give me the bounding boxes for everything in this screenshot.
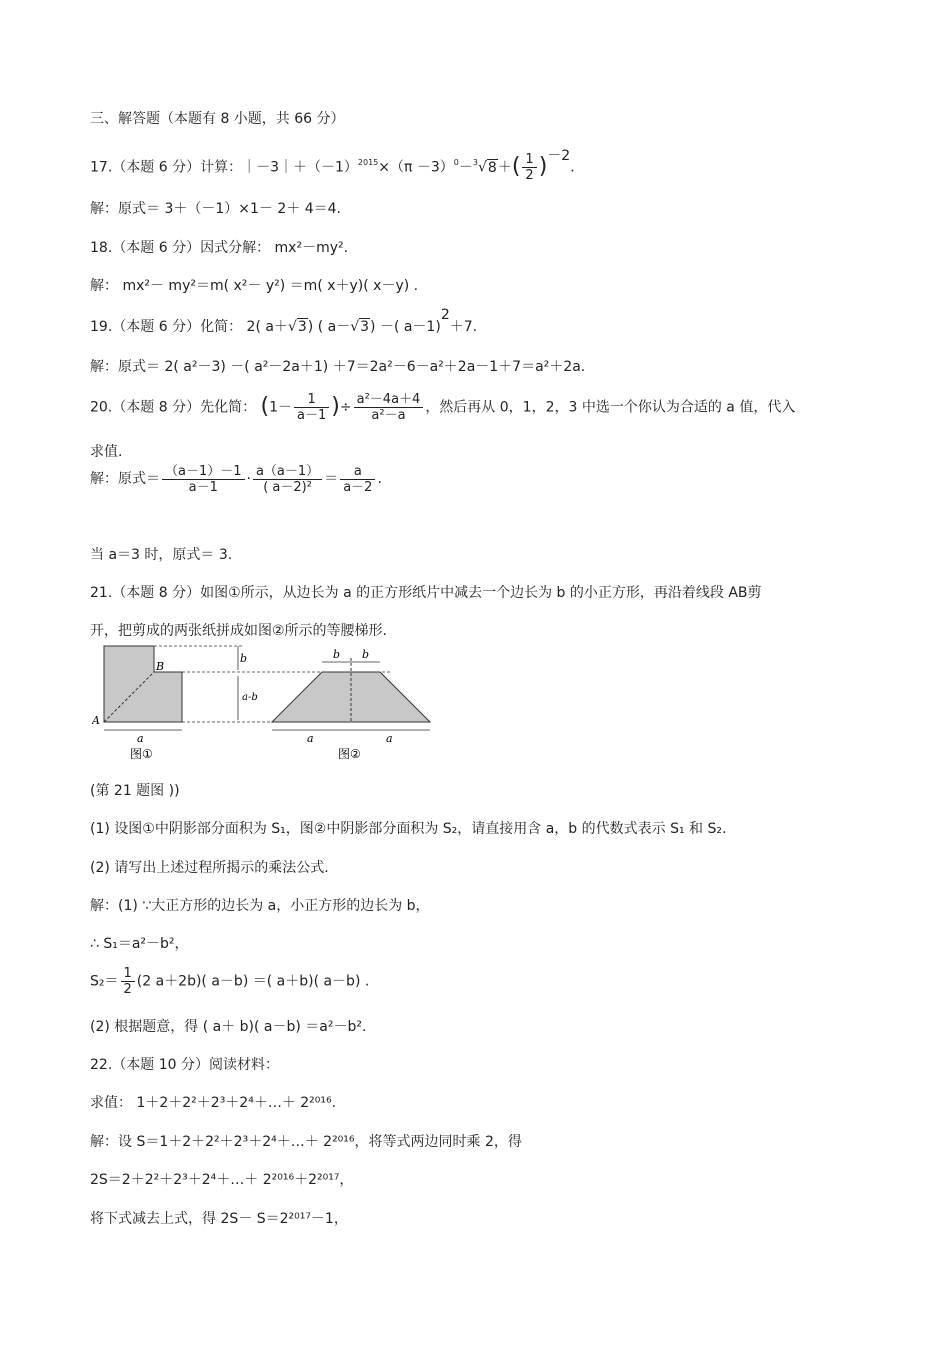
q22-line4: 将下式减去上式，得 2S－ S＝2²⁰¹⁷－1， (90, 1211, 348, 1227)
q19-sqrt-b: 3 (360, 319, 370, 335)
q19-solution: 解：原式＝ 2( a²－3) －( a²－2a＋1) ＋7＝2a²－6－a²＋2a－1＋7＝a²＋2a. (90, 359, 586, 375)
q22-line1: 求值： 1＋2＋2²＋2³＋2⁴＋…＋ 2²⁰¹⁶. (90, 1095, 337, 1111)
q20-one: 1－ (269, 399, 293, 416)
period: . (377, 471, 382, 487)
q17-cuberoot-value: 8 (487, 159, 497, 176)
q20-line2: 求值. (90, 444, 123, 460)
q19-expr-d: ＋7. (449, 319, 478, 335)
q20-sol-fraction-2: $\frac{a(a-1)}{\text{( a－2)²}}$ (253, 464, 322, 495)
fig1-label-a: a (137, 732, 144, 745)
q20-sol-prefix: 解：原式＝ (90, 471, 160, 487)
q22-line2: 解：设 S＝1＋2＋2²＋2³＋2⁴＋…＋ 2²⁰¹⁶，将等式两边同时乘 2，得 (90, 1134, 522, 1150)
fig2-label-a-right: a (386, 732, 393, 745)
q19-expr-b: ) ( a－ (307, 319, 351, 335)
q17-problem (90, 147, 585, 183)
fig2-label-b-left: b (333, 648, 341, 661)
q22-prefix: 22.（本题 10 分）阅读材料： (90, 1057, 279, 1073)
dot-sign: · (246, 471, 251, 487)
q17-cuberoot-index: 3 (472, 157, 478, 167)
radical-sign: √ (287, 319, 297, 335)
left-paren: ( (260, 393, 270, 419)
fig2-label-b-right: b (362, 648, 370, 661)
q17-fraction: $\frac{1}{2}$ (522, 152, 536, 183)
fig2-caption: 图② (338, 747, 361, 761)
q18-problem (90, 239, 348, 257)
q21-figure-caption: (第 21 题图 )) (90, 783, 180, 799)
q19-exp-2: 2 (440, 307, 450, 323)
q20-fraction-1: $\frac{1}{a-1}$ (294, 392, 329, 423)
q21-line2: 开，把剪成的两张纸拼成如图②所示的等腰梯形. (90, 623, 387, 639)
q17-exp-neg2: －2 (547, 147, 571, 164)
q18-prefix: 18.（本题 6 分）因式分解： (90, 240, 275, 256)
right-paren: ) (331, 393, 340, 419)
q19-problem (90, 307, 478, 336)
fig2-label-a-left: a (307, 732, 314, 745)
q20-problem (90, 392, 795, 423)
fig1-label-B: B (156, 660, 165, 673)
q21-solution-2: ∴ S₁＝a²－b²， (90, 936, 189, 952)
fig1-label-A: A (92, 714, 100, 727)
q19-expr-c: ) －( a－1) (370, 319, 441, 335)
q21-sol3-prefix: S₂＝ (90, 973, 119, 990)
q20-suffix: ，然后再从 0，1，2，3 中选一个你认为合适的 a 值，代入 (425, 399, 796, 416)
q21-figure (92, 642, 442, 767)
q17-end: ． (570, 159, 585, 176)
q18-expr: mx²－my². (274, 240, 349, 256)
q20-sol-fraction-1: $\frac{(a-1)-1}{a-1}$ (162, 464, 245, 495)
q20-solution (90, 464, 382, 495)
q17-expr-d: ＋ (497, 159, 512, 176)
equals-sign: ＝ (324, 471, 339, 487)
left-paren: ( (511, 153, 521, 179)
q21-sol3-fraction: $\frac{1}{2}$ (121, 966, 135, 997)
q19-sqrt-a: 3 (297, 319, 307, 335)
q17-prefix: 17.（本题 6 分）计算： (90, 159, 243, 176)
q20-sol-fraction-3: $\frac{a}{a-2}$ (340, 464, 375, 495)
q19-prefix: 19.（本题 6 分）化简： (90, 319, 247, 335)
divide-sign: ÷ (339, 399, 352, 416)
q22-line3: 2S＝2＋2²＋2³＋2⁴＋…＋ 2²⁰¹⁶＋2²⁰¹⁷， (90, 1172, 354, 1188)
fig1-label-amb: a-b (242, 692, 258, 703)
q21-part2: (2) 请写出上述过程所揭示的乘法公式. (90, 860, 329, 876)
q17-exp-2015: 2015 (357, 157, 379, 167)
radical-sign: √ (477, 159, 487, 176)
q19-expr-a: 2( a＋ (246, 319, 288, 335)
q17-solution: 解：原式＝ 3＋（－1）×1－ 2＋ 4＝4. (90, 201, 341, 217)
q17-expr-c: － (458, 159, 473, 176)
section-header: 三、解答题（本题有 8 小题，共 66 分） (90, 111, 345, 127)
q20-prefix: 20.（本题 8 分）先化简： (90, 399, 261, 416)
q17-expr-a: ｜－3｜＋（－1） (242, 159, 358, 176)
q21-sol3-suffix: (2 a＋2b)( a－b) ＝( a＋b)( a－b) . (136, 973, 370, 990)
q18-solution: 解： mx²－ my²＝m( x²－ y²) ＝m( x＋y)( x－y) . (90, 278, 419, 294)
q20-fraction-2: $\frac{\text{a²－4a＋4}}{\text{a²－a}}$ (354, 392, 424, 423)
q21-solution-4: (2) 根据题意，得 ( a＋ b)( a－b) ＝a²－b². (90, 1019, 367, 1035)
q21-part1: (1) 设图①中阴影部分面积为 S₁，图②中阴影部分面积为 S₂，请直接用含 a，b 的代数式表示 S₁ 和 S₂. (90, 821, 727, 837)
q21-solution-1: 解：(1) ∵大正方形的边长为 a，小正方形的边长为 b， (90, 898, 430, 914)
q17-exp-0: 0 (453, 157, 459, 167)
q21-solution-3 (90, 966, 369, 997)
q21-line1: 21.（本题 8 分）如图①所示，从边长为 a 的正方形纸片中减去一个边长为 b 的小正方形，再沿着线段 AB剪 (90, 585, 762, 601)
q20-evaluation: 当 a＝3 时，原式＝ 3. (90, 547, 233, 563)
fig1-label-b: b (240, 652, 248, 665)
fig1-caption: 图① (130, 747, 153, 761)
radical-sign: √ (350, 319, 360, 335)
right-paren: ) (538, 153, 548, 179)
q17-expr-b: ×（π －3） (378, 159, 454, 176)
